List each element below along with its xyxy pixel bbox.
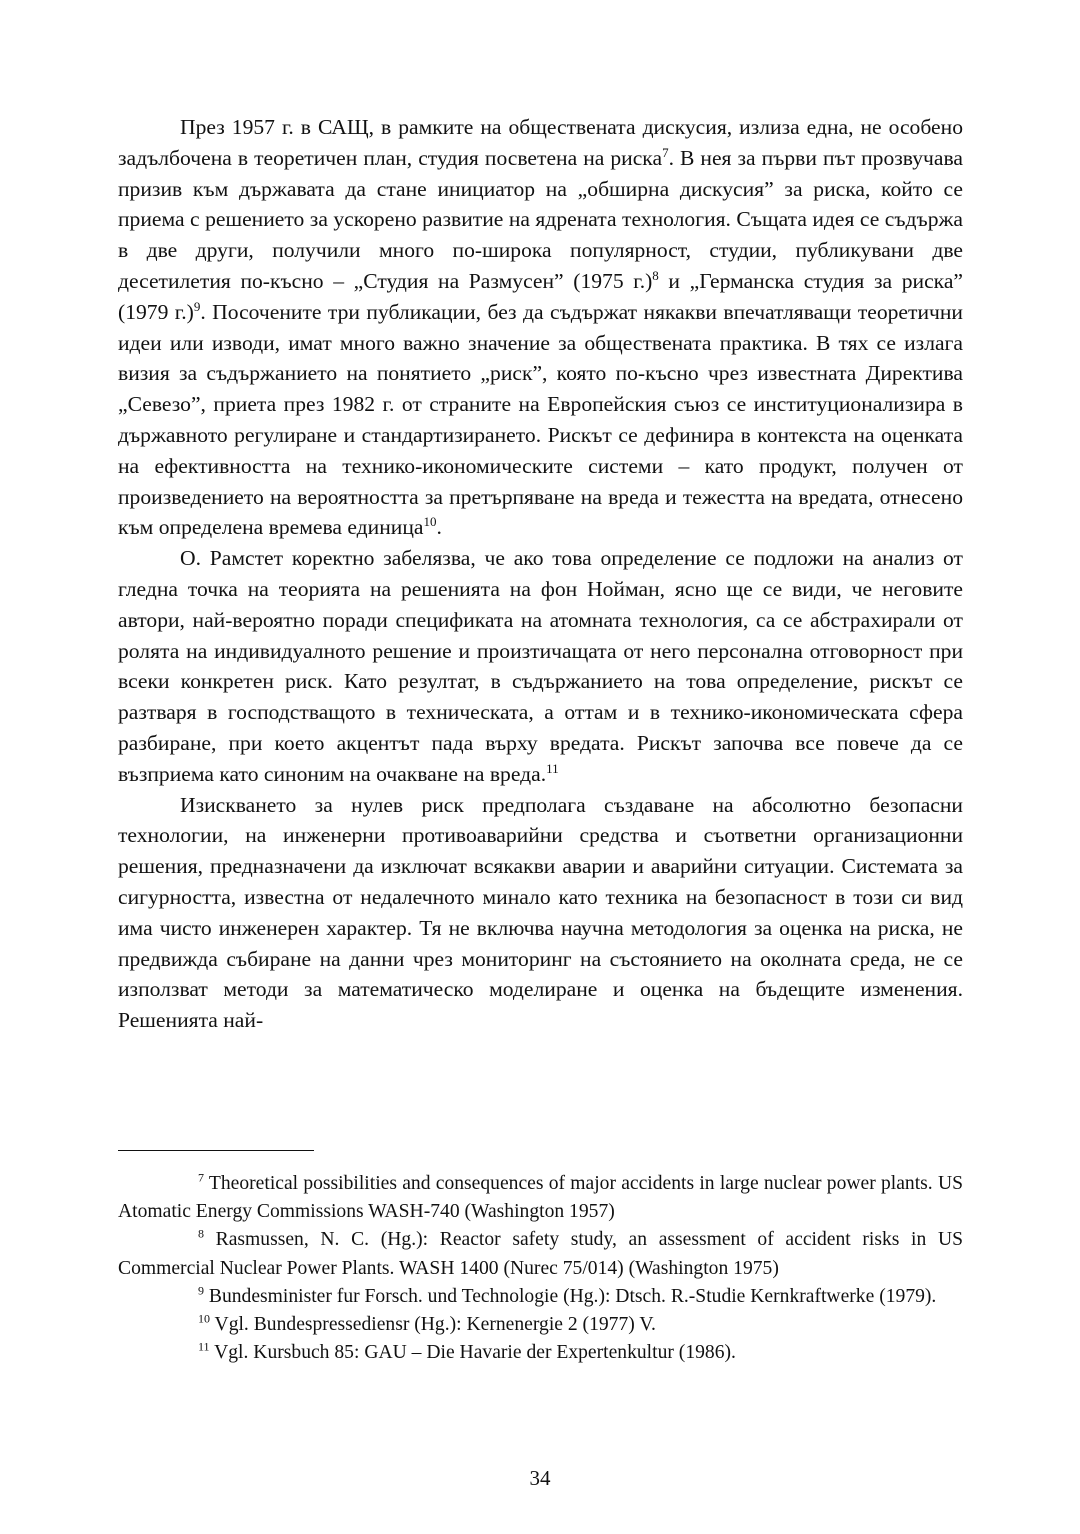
footnote-marker: 8 <box>652 267 659 283</box>
footnote-number: 7 <box>198 1170 204 1185</box>
page-body <box>118 112 963 1036</box>
footnote-marker: 7 <box>662 144 669 160</box>
footnote-marker: 11 <box>546 760 559 776</box>
footnote-separator <box>118 1150 314 1151</box>
footnote-text: Vgl. Kursbuch 85: GAU – Die Havarie der Expertenkultur (1986). <box>209 1342 736 1364</box>
footnote <box>118 1339 963 1367</box>
footnote <box>118 1170 963 1226</box>
paragraph <box>118 543 963 789</box>
paragraph <box>118 112 963 543</box>
paragraph <box>118 790 963 1036</box>
footnote <box>118 1283 963 1311</box>
paragraph-text: . В нея за първи път прозвучава призив към държавата да стане инициатор на „обширна дискусия” за риска, който се приема с решението за ускорено развитие на ядрената технология. Същата идея се съдържа в две други, получили много по-широка популярност, студии, публикувани две десетилетия по-късно – „Студия на Размусен” (1975 г.) <box>118 145 964 293</box>
footnote-marker: 9 <box>193 298 201 314</box>
footnote-number: 10 <box>198 1311 210 1326</box>
paragraph-text: . Посочените три публикации, без да съдържат някакви впечатляващи теоретични идеи или изводи, имат много важно значение за обществената практика. В тях се излага визия за съдържанието на понятието „риск”, която по-късно чрез известната Директива „Севезо”, приета през 1982 г. от страните на Европейския съюз се институционализира в държавното регулиране и стандартизирането. Рискът се дефинира в контекста на оценката на ефективността на технико-икономическите системи – като продукт, получен от произведението на вероятността за претърпяване на вреда и тежестта на вредата, отнесено към определена времева единица <box>118 299 963 540</box>
footnote-text: Theoretical possibilities and consequences of major accidents in large nuclear power plants. US Atomatic Energy Commissions WASH-740 (Washington 1957) <box>118 1173 963 1223</box>
paragraph-text: и „Германска студия за риска” (1979 г.) <box>118 268 963 324</box>
body-text <box>118 112 963 1036</box>
footnote-number: 8 <box>198 1226 204 1241</box>
footnote-marker: 10 <box>423 514 437 530</box>
footnote-text: Rasmussen, N. C. (Hg.): Reactor safety study, an assessment of accident risks in US Commercial Nuclear Power Plants. WASH 1400 (Nurec 75/014) (Washington 1975) <box>118 1229 963 1279</box>
footnotes <box>118 1170 963 1367</box>
paragraph-text: . <box>436 515 442 540</box>
footnote-number: 9 <box>198 1283 204 1298</box>
paragraph-text: През 1957 г. в САЩ, в рамките на обществената дискусия, излиза една, не особено задълбочена в теоретичен план, студия посветена на риска <box>118 115 963 170</box>
footnote <box>118 1311 963 1339</box>
footnote-number: 11 <box>198 1339 210 1354</box>
paragraph-text: О. Рамстет коректно забелязва, че ако това определение се подложи на анализ от гледна точка на теорията на решенията на фон Нойман, ясно ще се види, че неговите автори, най-вероятно поради спецификата на атомната технология, са се абстрахирали от ролята на индивидуалното решение и произтичащата от него персонална отговорност при всеки конкретен риск. Като резултат, в съдържанието на това определение, рискът се разтваря в господстващото в техническата, а оттам и в технико-икономическата сфера разбиране, при което акцентът пада върху вредата. Рискът започва все повече да се възприема като синоним на очакване на вреда. <box>118 546 963 786</box>
paragraph-text: Изискването за нулев риск предполага създаване на абсолютно безопасни технологии, на инженерни противоаварийни средства и съответни организационни решения, предназначени да изключат всякакви аварии и аварийни ситуации. Системата за сигурността, известна от недалечното минало като техника на безопасност в този си вид има чисто инженерен характер. Тя не включва научна методология за оценка на риска, не предвижда събиране на данни чрез мониторинг на състоянието на околната среда, не се използват методи за математическо моделиране и оценка на бъдещите изменения. Решенията най- <box>118 792 963 1033</box>
footnote <box>118 1226 963 1282</box>
footnote-text: Bundesminister fur Forsch. und Technologie (Hg.): Dtsch. R.-Studie Kernkraftwerke (1979). <box>204 1285 937 1307</box>
page-number: 34 <box>529 1466 551 1490</box>
footnote-text: Vgl. Bundespressediensr (Hg.): Kernenergie 2 (1977) V. <box>210 1314 656 1336</box>
